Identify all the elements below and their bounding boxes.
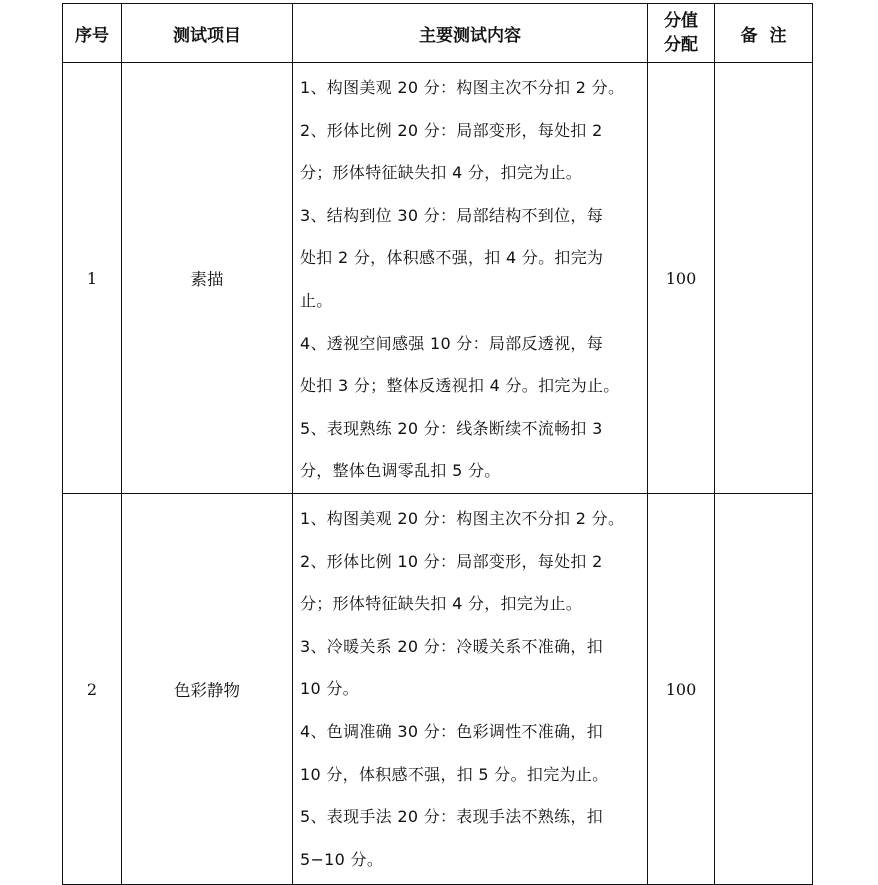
header-no: 序号	[63, 4, 122, 63]
content-line: 3、结构到位 30 分：局部结构不到位，每	[300, 205, 604, 225]
row-note	[715, 494, 813, 885]
header-content: 主要测试内容	[293, 4, 648, 63]
content-line: 2、形体比例 10 分：局部变形，每处扣 2	[300, 551, 603, 571]
row-content	[293, 63, 648, 494]
header-item: 测试项目	[122, 4, 293, 63]
content-line: 2、形体比例 20 分：局部变形，每处扣 2	[300, 120, 603, 140]
content-line: 10 分。	[300, 679, 359, 699]
header-score-line2: 分配	[664, 35, 698, 55]
content-line: 10 分，体积感不强，扣 5 分。扣完为止。	[300, 764, 609, 784]
content-line: 1、构图美观 20 分：构图主次不分扣 2 分。	[300, 78, 625, 97]
content-line: 处扣 2 分，体积感不强，扣 4 分。扣完为	[300, 248, 604, 268]
content-line: 5−10 分。	[300, 849, 384, 869]
row-score: 100	[648, 63, 715, 494]
header-row	[63, 4, 813, 63]
scoring-table	[62, 3, 813, 885]
content-line: 5、表现手法 20 分：表现手法不熟练，扣	[300, 807, 604, 827]
content-line: 止。	[300, 290, 333, 310]
table-row	[63, 494, 813, 885]
header-note-label: 备注	[740, 25, 799, 46]
row-item: 素描	[122, 63, 293, 494]
header-note	[715, 4, 813, 63]
row-score: 100	[648, 494, 715, 885]
row-number: 1	[63, 63, 122, 494]
content-line: 4、色调准确 30 分：色彩调性不准确，扣	[300, 721, 604, 741]
content-line: 分；形体特征缺失扣 4 分，扣完为止。	[300, 163, 583, 183]
row-content	[293, 494, 648, 885]
header-score-line1: 分值	[664, 11, 698, 31]
content-line: 4、透视空间感强 10 分：局部反透视，每	[300, 333, 604, 353]
table-row	[63, 63, 813, 494]
content-line: 处扣 3 分；整体反透视扣 4 分。扣完为止。	[300, 376, 620, 396]
row-number: 2	[63, 494, 122, 885]
content-line: 5、表现熟练 20 分：线条断续不流畅扣 3	[300, 418, 603, 438]
content-line: 3、冷暖关系 20 分：冷暖关系不准确，扣	[300, 636, 604, 656]
header-score	[648, 4, 715, 63]
content-line: 1、构图美观 20 分：构图主次不分扣 2 分。	[300, 509, 625, 528]
row-note	[715, 63, 813, 494]
content-line: 分；形体特征缺失扣 4 分，扣完为止。	[300, 594, 583, 614]
row-item: 色彩静物	[122, 494, 293, 885]
content-line: 分，整体色调零乱扣 5 分。	[300, 461, 501, 481]
